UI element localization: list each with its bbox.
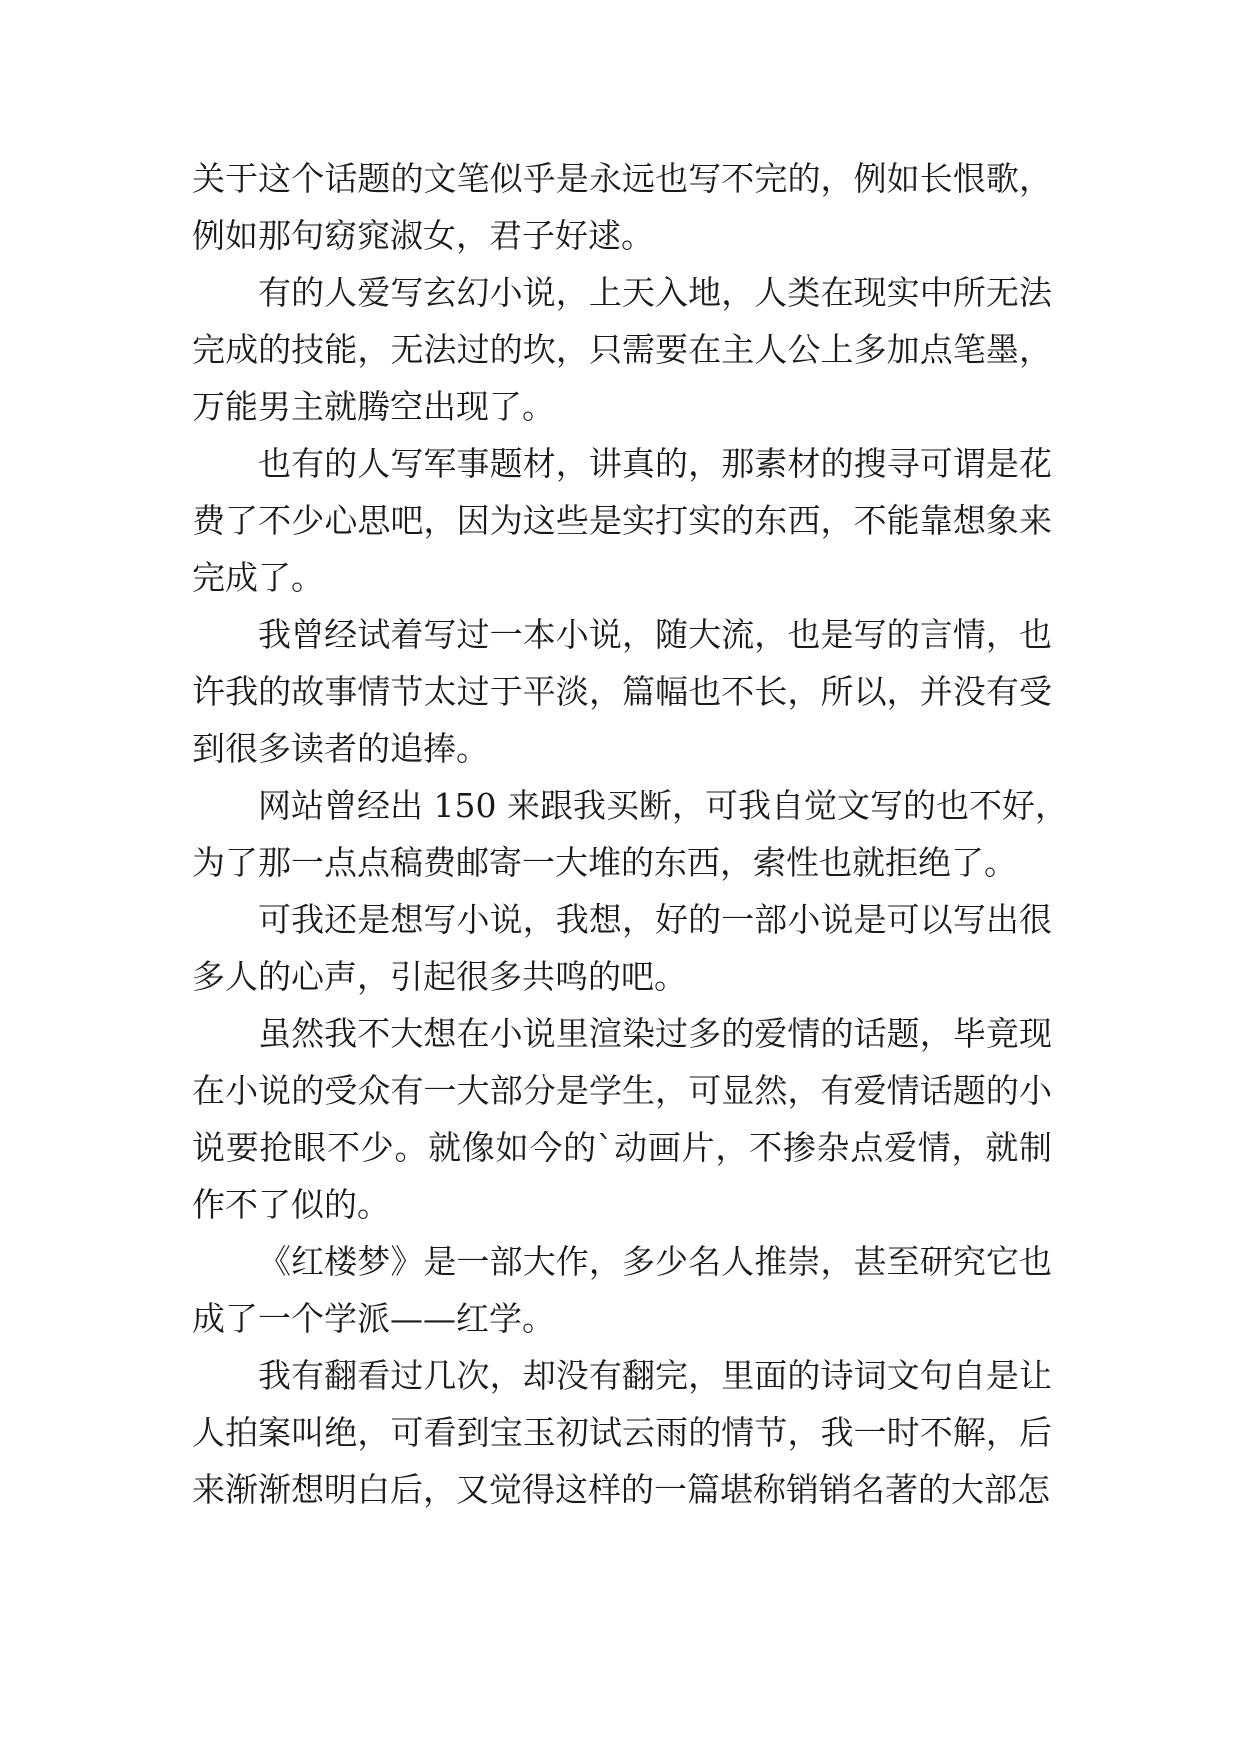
text-line: 为了那一点点稿费邮寄一大堆的东西，索性也就拒绝了。 [192,843,1017,882]
paragraph [192,1005,1052,1233]
paragraph [192,777,1068,891]
text-line: 到很多读者的追捧。 [192,729,489,768]
text-line: 完成的技能，无法过的坎，只需要在主人公上多加点笔墨， [192,330,1052,369]
text-line: 也有的人写军事题材，讲真的，那素材的搜寻可谓是花 [258,444,1052,483]
text-line: 我有翻看过几次，却没有翻完，里面的诗词文句自是让 [258,1356,1052,1395]
text-line: 完成了。 [192,558,324,597]
text-line: 万能男主就腾空出现了。 [192,387,555,426]
text-line: 作不了似的。 [192,1185,390,1224]
text-line: 有的人爱写玄幻小说，上天入地，人类在现实中所无法 [258,273,1052,312]
text-line: 例如那句窈窕淑女，君子好逑。 [192,216,654,255]
text-line: 人拍案叫绝，可看到宝玉初试云雨的情节，我一时不解，后 [192,1413,1052,1452]
document-body [192,150,1068,1518]
text-line: 费了不少心思吧，因为这些是实打实的东西，不能靠想象来 [192,501,1052,540]
text-line: 网站曾经出 150 来跟我买断，可我自觉文写的也不好， [258,786,1068,825]
text-line: 来渐渐想明白后，又觉得这样的一篇堪称销销名著的大部怎 [192,1470,1050,1509]
paragraph [192,150,1052,264]
text-line: 在小说的受众有一大部分是学生，可显然，有爱情话题的小 [192,1071,1052,1110]
text-line: 《红楼梦》是一部大作，多少名人推崇，甚至研究它也 [258,1242,1052,1281]
text-line: 我曾经试着写过一本小说，随大流，也是写的言情，也 [258,615,1052,654]
text-line: 可我还是想写小说，我想，好的一部小说是可以写出很 [258,900,1052,939]
text-line: 虽然我不大想在小说里渲染过多的爱情的话题，毕竟现 [258,1014,1052,1053]
text-line: 许我的故事情节太过于平淡，篇幅也不长，所以，并没有受 [192,672,1052,711]
paragraph [192,891,1052,1005]
paragraph [192,1347,1052,1518]
text-line: 关于这个话题的文笔似乎是永远也写不完的，例如长恨歌， [192,159,1052,198]
text-line: 说要抢眼不少。就像如今的`动画片，不掺杂点爱情，就制 [192,1128,1052,1167]
text-line: 成了一个学派——红学。 [192,1299,555,1338]
paragraph [192,264,1052,435]
paragraph [192,606,1052,777]
paragraph [192,435,1052,606]
paragraph [192,1233,1052,1347]
text-line: 多人的心声，引起很多共鸣的吧。 [192,957,687,996]
